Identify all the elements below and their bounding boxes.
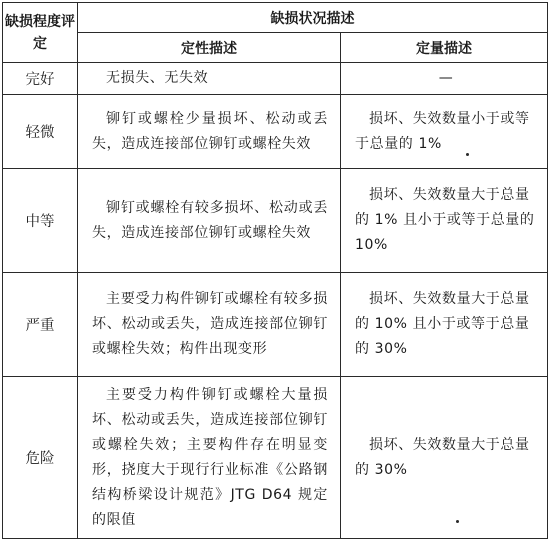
level-cell: 轻微 [3,95,78,169]
table-row [3,95,548,169]
scan-speck [466,153,469,156]
description-column-header: 缺损状况描述 [78,3,548,33]
qualitative-cell [78,169,341,273]
table-row [3,63,548,95]
table-row [3,273,548,377]
quantitative-text: 损坏、失效数量大于总量的 10% 且小于或等于总量的 30% [355,291,530,357]
table-header-row [3,3,548,33]
qualitative-cell [78,273,341,377]
quantitative-text: 损坏、失效数量大于总量的 1% 且小于或等于总量的 10% [355,187,535,253]
qualitative-cell [78,95,341,169]
table-row [3,169,548,273]
level-cell: 严重 [3,273,78,377]
qualitative-text: 主要受力构件铆钉或螺栓有较多损坏、松动或丢失，造成连接部位铆钉或螺栓失效；构件出现变形 [92,291,328,357]
qualitative-text: 主要受力构件铆钉或螺栓大量损坏、松动或丢失，造成连接部位铆钉或螺栓失效；主要构件存在明显变形，挠度大于现行行业标准《公路钢结构桥梁设计规范》JTG D64 规定的限值 [92,386,328,528]
quantitative-text: 损坏、失效数量小于或等于总量的 1% [355,110,530,152]
quantitative-cell: — [341,63,548,95]
level-column-header: 缺损程度评定 [3,3,78,63]
quantitative-column-header: 定量描述 [341,33,548,63]
table-subheader-row [3,33,548,63]
level-cell: 危险 [3,377,78,539]
quantitative-cell [341,273,548,377]
quantitative-text: 损坏、失效数量大于总量的 30% [355,436,530,478]
qualitative-text: 铆钉或螺栓少量损坏、松动或丢失，造成连接部位铆钉或螺栓失效 [92,110,328,152]
quantitative-cell [341,169,548,273]
quantitative-cell [341,377,548,539]
table-row [3,377,548,539]
qualitative-cell [78,63,341,95]
scan-speck [456,520,459,523]
level-cell: 完好 [3,63,78,95]
qualitative-cell [78,377,341,539]
level-cell: 中等 [3,169,78,273]
quantitative-cell [341,95,548,169]
defect-assessment-table [2,2,548,539]
qualitative-text: 无损失、无失效 [106,70,209,86]
qualitative-column-header: 定性描述 [78,33,341,63]
qualitative-text: 铆钉或螺栓有较多损坏、松动或丢失，造成连接部位铆钉或螺栓失效 [92,199,328,241]
